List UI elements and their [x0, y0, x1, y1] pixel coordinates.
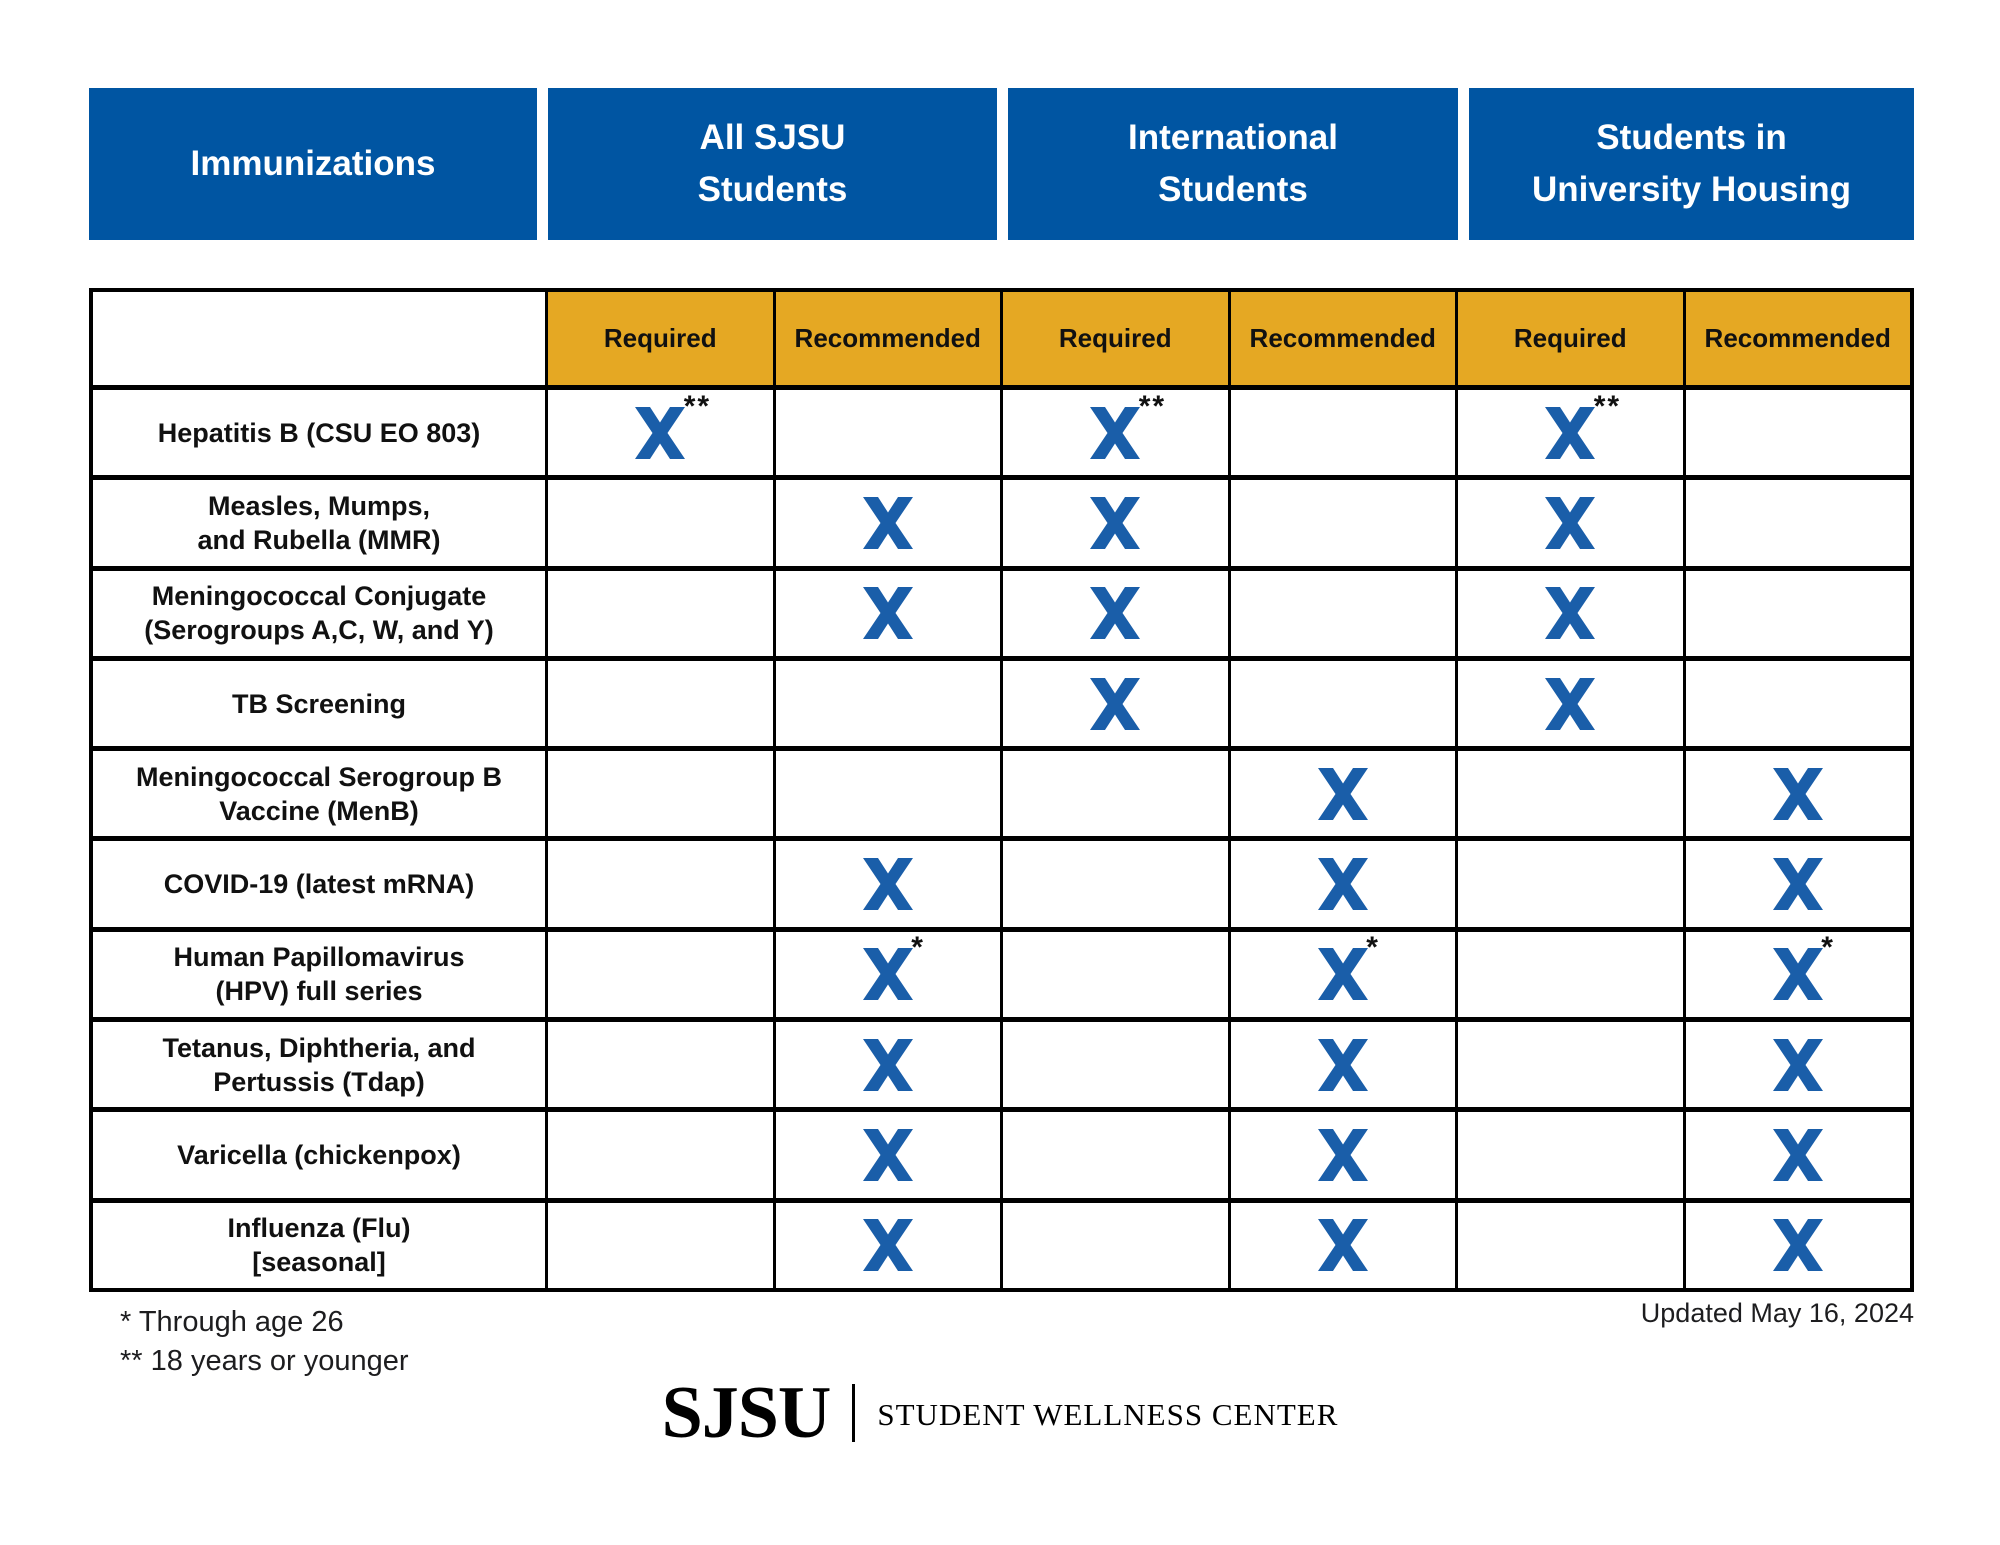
row-label-cell — [93, 390, 548, 475]
x-mark-icon — [1545, 496, 1595, 550]
cell-international-recommended — [1231, 1112, 1459, 1197]
x-mark-icon — [1318, 1128, 1368, 1182]
row-label-line: Vaccine (MenB) — [219, 795, 419, 826]
cell-international-recommended — [1231, 571, 1459, 656]
cell-housing-recommended — [1686, 1203, 1911, 1288]
cell-housing-recommended — [1686, 932, 1911, 1017]
x-mark-icon — [863, 931, 925, 1001]
row-label-cell — [93, 1203, 548, 1288]
table-row — [93, 932, 1910, 1022]
row-label-cell — [93, 751, 548, 836]
cell-all-sjsu-recommended — [776, 661, 1004, 746]
cell-housing-recommended — [1686, 390, 1911, 475]
cell-all-sjsu-required — [548, 661, 776, 746]
row-label-line: TB Screening — [231, 688, 407, 719]
asterisk-marker: ** — [1138, 389, 1167, 423]
x-mark-icon — [1773, 1218, 1823, 1272]
cell-all-sjsu-recommended — [776, 1112, 1004, 1197]
cell-international-required — [1003, 390, 1231, 475]
x-mark-icon — [1318, 857, 1368, 911]
x-mark-icon — [1545, 389, 1622, 460]
cell-housing-required — [1458, 571, 1686, 656]
x-mark-icon — [863, 496, 913, 550]
cell-international-recommended — [1231, 841, 1459, 926]
header-box-label: All SJSU — [699, 118, 846, 157]
column-header-housing-required: Required — [1458, 292, 1686, 385]
row-label-line: Human Papillomavirus — [173, 942, 465, 973]
header-box-all-sjsu-students — [548, 88, 997, 240]
x-mark-icon — [863, 1038, 913, 1092]
header-box-label: University Housing — [1532, 170, 1851, 209]
cell-housing-required — [1458, 932, 1686, 1017]
column-header-intl-required: Required — [1003, 292, 1231, 385]
cell-international-required — [1003, 751, 1231, 836]
cell-international-required — [1003, 841, 1231, 926]
cell-international-required — [1003, 480, 1231, 565]
footnote-through-age-26: * Through age 26 — [120, 1306, 344, 1338]
row-label-line: Pertussis (Tdap) — [213, 1066, 425, 1097]
cell-all-sjsu-recommended — [776, 751, 1004, 836]
row-label-cell — [93, 1022, 548, 1107]
x-mark-icon — [863, 586, 913, 640]
header-box-label: International — [1127, 118, 1339, 157]
table-row — [93, 1022, 1910, 1112]
table-row — [93, 390, 1910, 480]
cell-all-sjsu-recommended — [776, 1203, 1004, 1288]
cell-housing-required — [1458, 1203, 1686, 1288]
row-label-line: Meningococcal Serogroup B — [135, 761, 503, 792]
x-mark-icon — [1773, 931, 1835, 1001]
table-row — [93, 841, 1910, 931]
cell-international-required — [1003, 1022, 1231, 1107]
cell-housing-required — [1458, 751, 1686, 836]
column-header-all-required: Required — [548, 292, 776, 385]
column-header-housing-recommended: Recommended — [1686, 292, 1911, 385]
cell-housing-recommended — [1686, 661, 1911, 746]
table-row — [93, 480, 1910, 570]
cell-housing-required — [1458, 661, 1686, 746]
header-box-university-housing — [1469, 88, 1914, 240]
asterisk-marker: * — [1821, 931, 1835, 965]
sjsu-wellness-logo — [0, 1372, 2000, 1454]
cell-international-required — [1003, 932, 1231, 1017]
row-label-cell — [93, 1112, 548, 1197]
cell-all-sjsu-required — [548, 480, 776, 565]
cell-housing-recommended — [1686, 841, 1911, 926]
cell-all-sjsu-recommended — [776, 1022, 1004, 1107]
cell-all-sjsu-required — [548, 932, 776, 1017]
column-header-intl-recommended: Recommended — [1231, 292, 1459, 385]
cell-all-sjsu-required — [548, 751, 776, 836]
cell-housing-recommended — [1686, 571, 1911, 656]
cell-international-recommended — [1231, 390, 1459, 475]
x-mark-icon — [1318, 767, 1368, 821]
cell-international-recommended — [1231, 1022, 1459, 1107]
cell-all-sjsu-required — [548, 390, 776, 475]
asterisk-marker: * — [1366, 931, 1380, 965]
x-mark-icon — [1773, 1128, 1823, 1182]
row-label-line: Measles, Mumps, — [207, 490, 431, 521]
footnote-18-or-younger: ** 18 years or younger — [120, 1345, 409, 1377]
column-header-all-recommended: Recommended — [776, 292, 1004, 385]
row-label-line: Tetanus, Diphtheria, and — [162, 1032, 476, 1063]
updated-date: Updated May 16, 2024 — [1640, 1298, 1914, 1328]
table-row — [93, 1112, 1910, 1202]
cell-international-recommended — [1231, 1203, 1459, 1288]
header-box-label: Students in — [1596, 118, 1787, 157]
cell-all-sjsu-recommended — [776, 480, 1004, 565]
table-row — [93, 661, 1910, 751]
header-box-international-students — [1008, 88, 1458, 240]
header-box-label: Immunizations — [190, 144, 436, 183]
cell-all-sjsu-recommended — [776, 932, 1004, 1017]
asterisk-marker: * — [911, 931, 925, 965]
row-label-cell — [93, 932, 548, 1017]
x-mark-icon — [1318, 1218, 1368, 1272]
cell-international-recommended — [1231, 932, 1459, 1017]
asterisk-marker: ** — [683, 389, 712, 423]
row-label-line: (Serogroups A,C, W, and Y) — [144, 615, 494, 646]
row-label-line: Influenza (Flu) — [227, 1213, 411, 1244]
x-mark-icon — [1318, 1038, 1368, 1092]
cell-all-sjsu-required — [548, 1112, 776, 1197]
cell-housing-required — [1458, 1022, 1686, 1107]
cell-housing-recommended — [1686, 480, 1911, 565]
x-mark-icon — [1090, 677, 1140, 731]
row-label-cell — [93, 571, 548, 656]
row-label-line: Hepatitis B (CSU EO 803) — [157, 417, 481, 448]
immunization-table — [89, 288, 1914, 1292]
table-row — [93, 751, 1910, 841]
row-label-cell — [93, 841, 548, 926]
cell-housing-required — [1458, 480, 1686, 565]
header-box-label: Students — [1158, 170, 1308, 209]
row-label-line: (HPV) full series — [215, 976, 423, 1007]
x-mark-icon — [1090, 389, 1167, 460]
x-mark-icon — [1545, 677, 1595, 731]
cell-all-sjsu-recommended — [776, 571, 1004, 656]
cell-housing-required — [1458, 841, 1686, 926]
x-mark-icon — [863, 857, 913, 911]
cell-all-sjsu-required — [548, 1022, 776, 1107]
cell-housing-recommended — [1686, 1022, 1911, 1107]
cell-all-sjsu-recommended — [776, 841, 1004, 926]
logo-divider — [852, 1384, 855, 1442]
row-label-line: [seasonal] — [252, 1247, 386, 1278]
cell-international-required — [1003, 1203, 1231, 1288]
cell-international-recommended — [1231, 751, 1459, 836]
x-mark-icon — [1318, 931, 1380, 1001]
asterisk-marker: ** — [1593, 389, 1622, 423]
row-label-cell — [93, 480, 548, 565]
x-mark-icon — [1773, 857, 1823, 911]
x-mark-icon — [1545, 586, 1595, 640]
x-mark-icon — [1090, 586, 1140, 640]
cell-housing-required — [1458, 390, 1686, 475]
row-label-line: Varicella (chickenpox) — [177, 1140, 461, 1171]
table-header-row — [93, 292, 1910, 390]
cell-international-required — [1003, 571, 1231, 656]
row-label-line: and Rubella (MMR) — [197, 524, 441, 555]
table-row — [93, 1203, 1910, 1288]
student-wellness-center-label: STUDENT WELLNESS CENTER — [877, 1397, 1339, 1432]
x-mark-icon — [1773, 1038, 1823, 1092]
cell-all-sjsu-required — [548, 571, 776, 656]
x-mark-icon — [863, 1128, 913, 1182]
x-mark-icon — [1090, 496, 1140, 550]
row-label-line: COVID-19 (latest mRNA) — [163, 869, 475, 900]
cell-international-required — [1003, 661, 1231, 746]
table-row — [93, 571, 1910, 661]
row-label-line: Meningococcal Conjugate — [151, 581, 487, 612]
cell-all-sjsu-required — [548, 1203, 776, 1288]
header-box-label: Students — [697, 170, 848, 209]
x-mark-icon — [863, 1218, 913, 1272]
cell-all-sjsu-required — [548, 841, 776, 926]
cell-housing-required — [1458, 1112, 1686, 1197]
cell-international-recommended — [1231, 480, 1459, 565]
cell-housing-recommended — [1686, 751, 1911, 836]
row-label-cell — [93, 661, 548, 746]
cell-all-sjsu-recommended — [776, 390, 1004, 475]
cell-international-required — [1003, 1112, 1231, 1197]
cell-housing-recommended — [1686, 1112, 1911, 1197]
sjsu-wordmark: SJSU — [661, 1372, 831, 1454]
x-mark-icon — [635, 389, 712, 460]
cell-international-recommended — [1231, 661, 1459, 746]
x-mark-icon — [1773, 767, 1823, 821]
table-header-empty-cell — [93, 292, 548, 385]
header-box-immunizations — [89, 88, 537, 240]
